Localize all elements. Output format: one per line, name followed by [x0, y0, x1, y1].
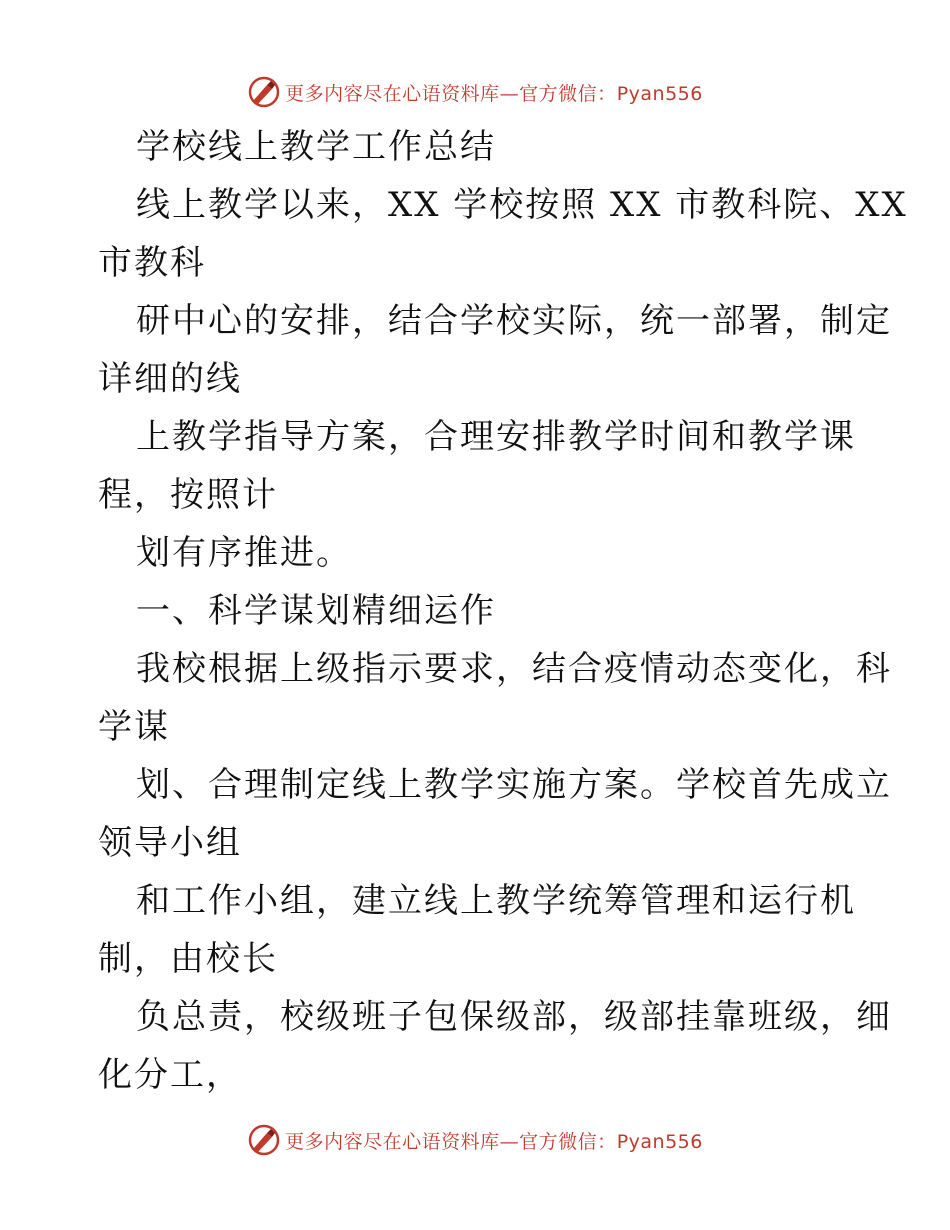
paragraph-line: 线上教学以来，XX 学校按照 XX 市教科院、XX: [136, 185, 908, 225]
pen-logo-icon: [247, 75, 281, 109]
pen-logo-icon: [247, 1123, 281, 1157]
paragraph-line: 化分工，: [98, 1055, 242, 1095]
paragraph-line: 领导小组: [98, 823, 242, 863]
paragraph-line: 上教学指导方案，合理安排教学时间和教学课: [136, 417, 856, 457]
banner-brand-text: 更多内容尽在心语资料库: [285, 82, 500, 105]
paragraph-line: 划、合理制定线上教学实施方案。学校首先成立: [136, 765, 892, 805]
banner-wechat-id: Pyan556: [616, 1130, 703, 1153]
footer-banner: [0, 1120, 950, 1160]
banner-dash: —: [499, 82, 520, 105]
paragraph-line: 学谋: [98, 707, 170, 747]
header-banner: [0, 72, 950, 112]
paragraph-line: 研中心的安排，结合学校实际，统一部署，制定: [136, 301, 892, 341]
paragraph-line: 划有序推进。: [136, 533, 352, 573]
section-heading: 一、科学谋划精细运作: [136, 591, 496, 631]
paragraph-line: 制，由校长: [98, 939, 278, 979]
banner-dash: —: [499, 1130, 520, 1153]
paragraph-line: 和工作小组，建立线上教学统筹管理和运行机: [136, 881, 856, 921]
banner-text: [285, 1127, 703, 1154]
paragraph-line: 程，按照计: [98, 475, 278, 515]
banner-wechat-label: 官方微信：: [519, 1130, 617, 1153]
paragraph-line: 负总责，校级班子包保级部，级部挂靠班级，细: [136, 997, 892, 1037]
banner-wechat-label: 官方微信：: [519, 82, 617, 105]
banner-brand-text: 更多内容尽在心语资料库: [285, 1130, 500, 1153]
paragraph-line: 详细的线: [98, 359, 242, 399]
paragraph-line: 市教科: [98, 243, 206, 283]
document-title: 学校线上教学工作总结: [136, 127, 496, 167]
banner-text: [285, 79, 703, 106]
paragraph-line: 我校根据上级指示要求，结合疫情动态变化，科: [136, 649, 892, 689]
banner-wechat-id: Pyan556: [616, 82, 703, 105]
